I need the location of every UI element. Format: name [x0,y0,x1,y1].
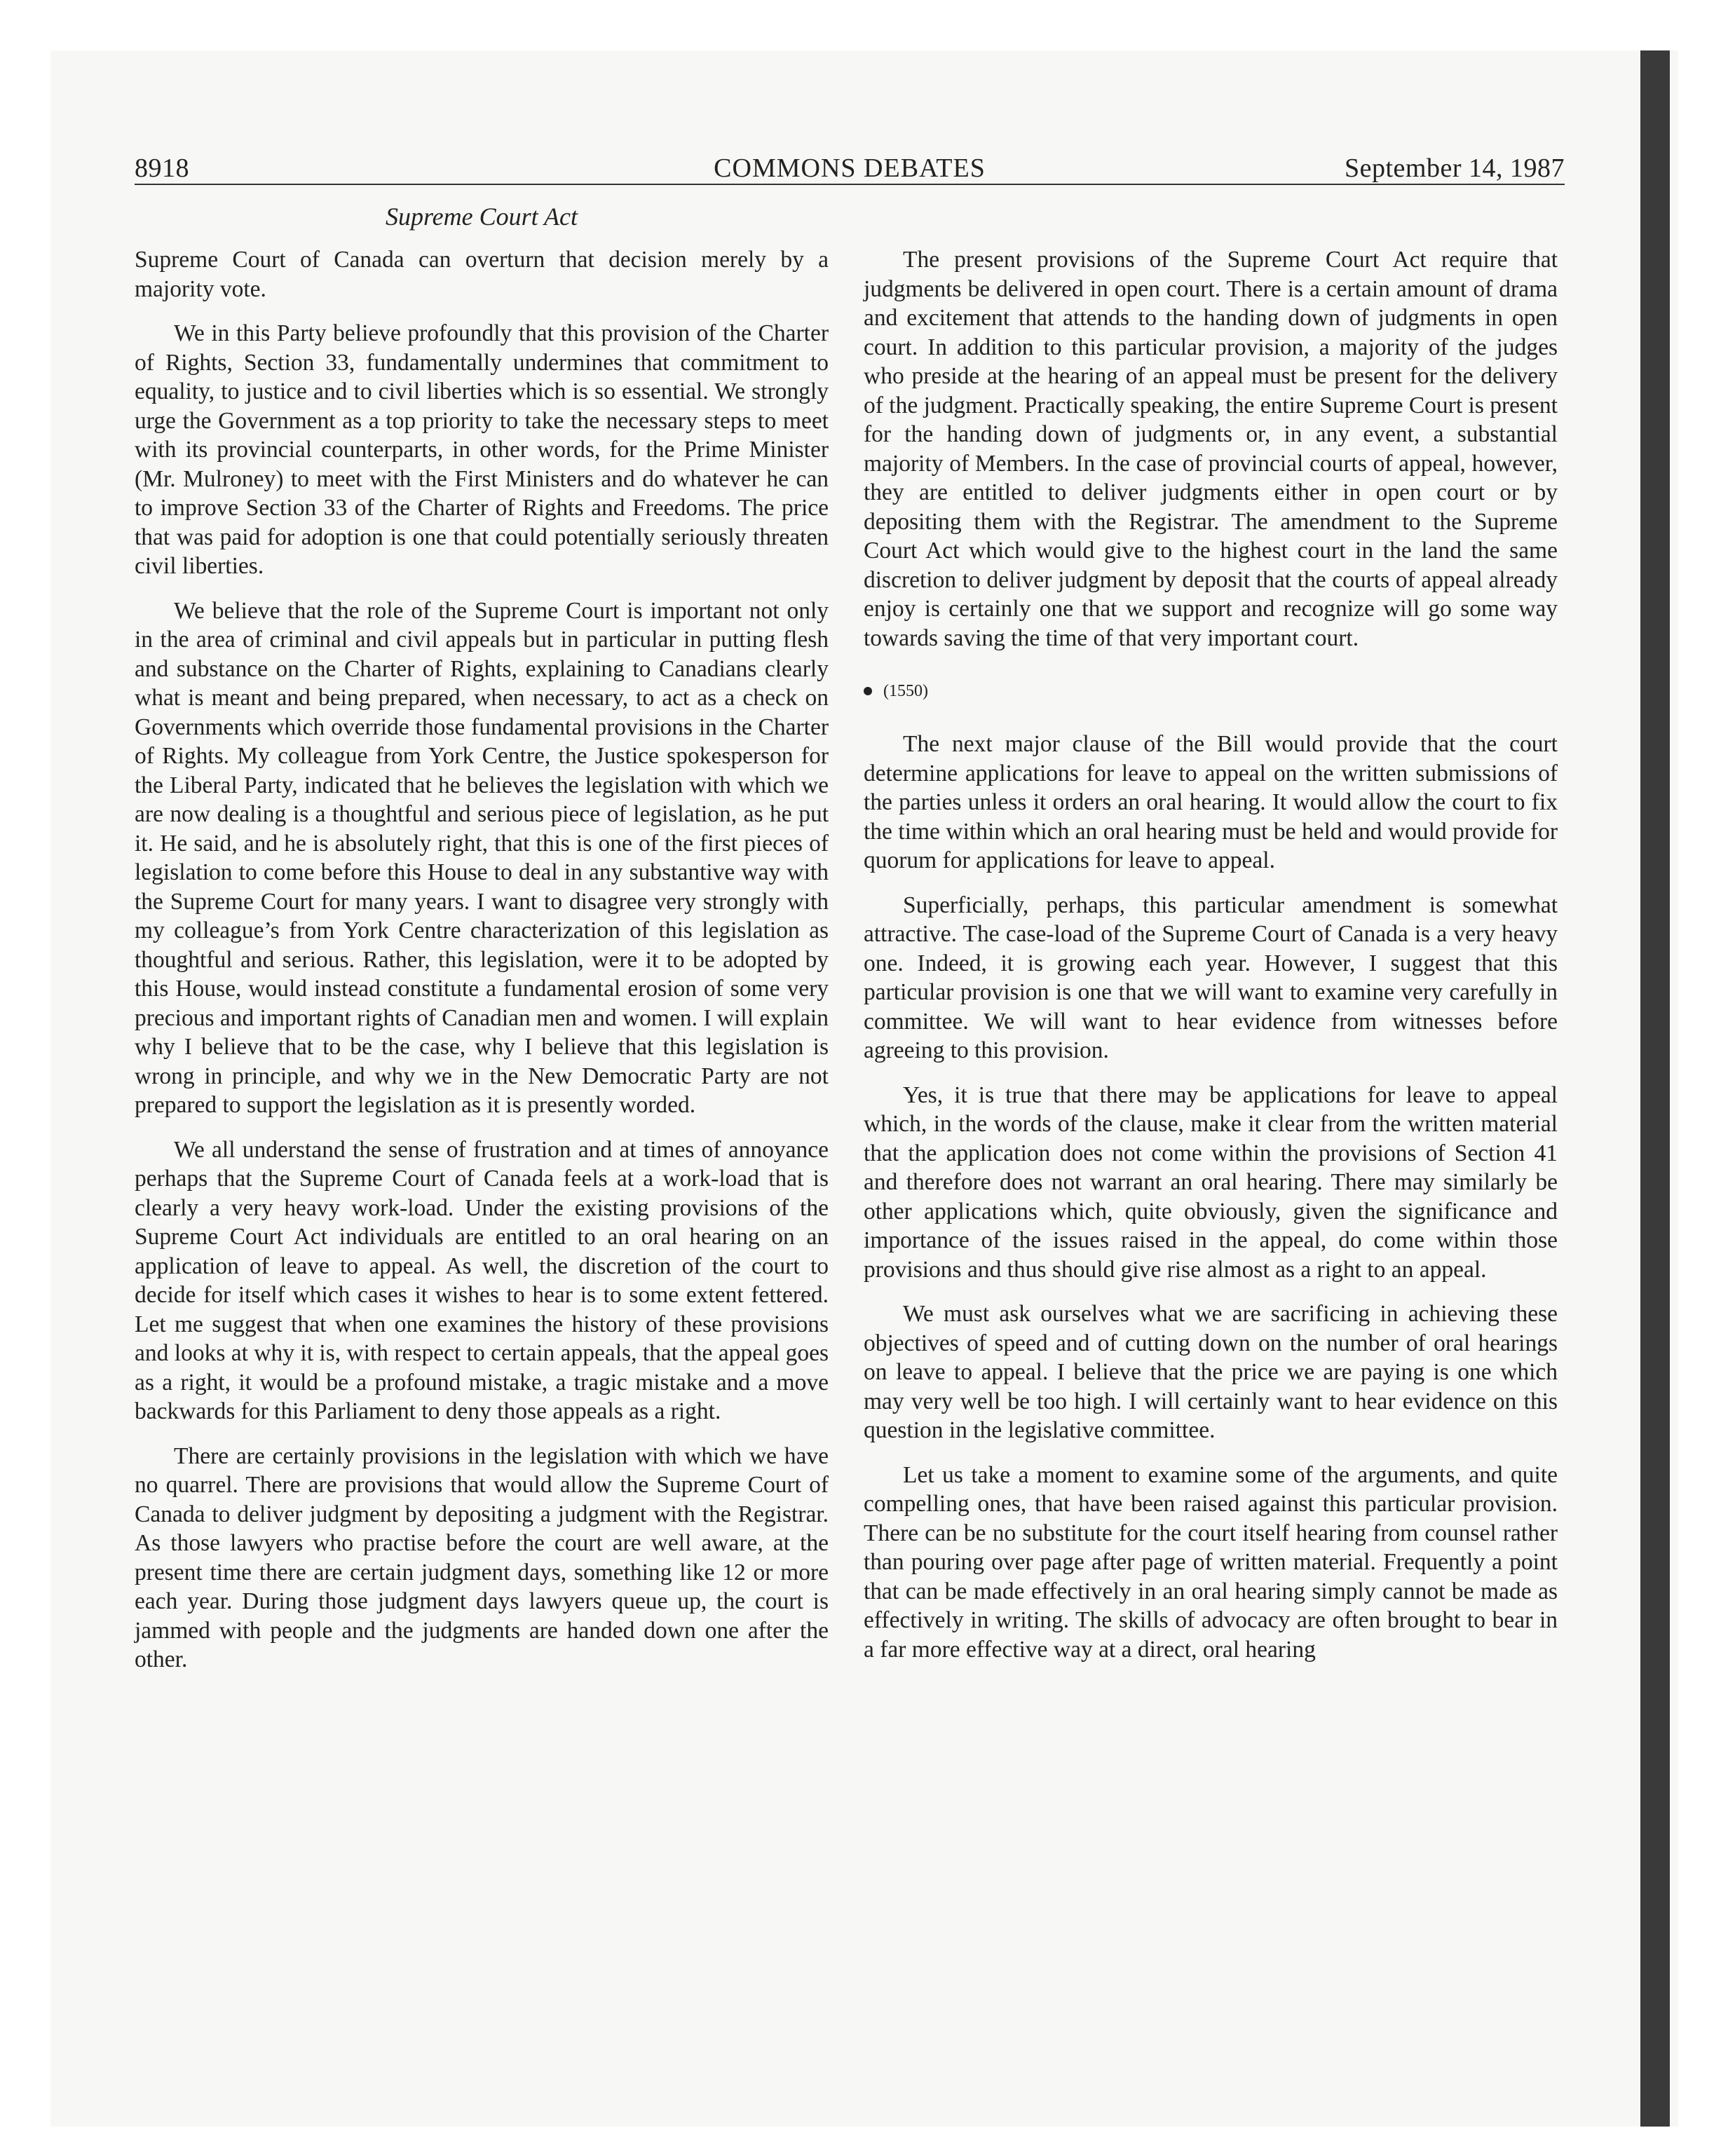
header-rule [135,184,1565,185]
paragraph: Superficially, perhaps, this particular amendment is somewhat attractive. The case-load of the Supreme Court of Canada is a very heavy one. Indeed, it is growing each year. However, I suggest that this particular provision is one that we will want to examine very carefully in committee. We will want to hear evidence from witnesses before agreeing to this provision. [864,892,1558,1063]
paragraph: Let us take a moment to examine some of the arguments, and quite compelling ones, that have been raised against this particular provision. There can be no substitute for the court itself hearing from counsel rather than pouring over page after page of written material. Frequently a point that can be made effectively in an oral hearing simply cannot be made as effectively in writing. The skills of advocacy are often brought to bear in a far more effective way at a direct, oral hearing [864,1461,1558,1663]
section-title: Supreme Court Act [386,203,578,231]
paragraph: We believe that the role of the Supreme Court is important not only in the area of criminal and civil appeals but in particular in putting flesh and substance on the Charter of Rights, explaining to Canadians clearly what is meant and being prepared, when necessary, to act as a check on Governments which override those fundamental provisions in the Charter of Rights. My colleague from York Centre, the Justice spokesperson for the Liberal Party, indicated that he believes the legislation with which we are now dealing is a thoughtful and serious piece of legislation, as he put it. He said, and he is absolutely right, that this is one of the first pieces of legislation to come before this House to deal in any substantive way with the Supreme Court for many years. I want to disagree very strongly with my colleague’s from York Centre characterization of this legislation as thoughtful and serious. Rather, this legislation, were it to be adopted by this House, would instead constitute a fundamental erosion of some very precious and important rights of Canadian men and women. I will explain why I believe that to be the case, why I believe that this legislation is wrong in principle, and why we in the New Democratic Party are not prepared to support the legislation as it is presently worded. [135,597,829,1118]
running-head [135,146,1565,188]
issue-date: September 14, 1987 [1344,153,1565,183]
paragraph: We must ask ourselves what we are sacrificing in achieving these objectives of speed and of cutting down on the number of oral hearings on leave to appeal. I believe that the price we are paying is one which may very well be too high. I will certainly want to hear evidence on this question in the legislative committee. [864,1301,1558,1443]
journal-title: COMMONS DEBATES [714,153,986,183]
binding-shadow [1640,50,1670,2127]
bullet-icon [864,687,872,695]
paragraph: The present provisions of the Supreme Court Act require that judgments be delivered in open court. There is a certain amount of drama and excitement that attends to the handing down of judgments in open court. In addition to this particular provision, a majority of the judges who preside at the hearing of an appeal must be present for the delivery of the judgment. Practically speaking, the entire Supreme Court is present for the handing down of judgments or, in any event, a substantial majority of Members. In the case of provincial courts of appeal, however, they are entitled to deliver judgments either in open court or by depositing them with the Registrar. The amendment to the Supreme Court Act which would give to the highest court in the land the same discretion to deliver judgment by deposit that the courts of appeal already enjoy is certainly one that we support and recognize will go some way towards saving the time of that very important court. [864,247,1558,651]
left-column [135,245,829,1690]
right-column [864,245,1558,1679]
paragraph: There are certainly provisions in the legislation with which we have no quarrel. There are provisions that would allow the Supreme Court of Canada to deliver judgment by depositing a judgment with the Registrar. As those lawyers who practise before the court are well aware, at the present time there are certain judgment days, something like 12 or more each year. During those judgment days lawyers queue up, the court is jammed with people and the judgments are handed down one after the other. [135,1442,829,1672]
paragraph: We all understand the sense of frustration and at times of annoyance perhaps that the Supreme Court of Canada feels at a work-load that is clearly a very heavy work-load. Under the existing provisions of the Supreme Court Act individuals are entitled to an oral hearing on an application of leave to appeal. As well, the discretion of the court to decide for itself which cases it wishes to hear is to some extent fettered. Let me suggest that when one examines the history of these provisions and looks at why it is, with respect to certain appeals, that the appeal goes as a right, it would be a profound mistake, a tragic mistake and a move backwards for this Parliament to deny those appeals as a right. [135,1136,829,1424]
paragraph: The next major clause of the Bill would provide that the court determine applications for leave to appeal on the written submissions of the parties unless it orders an oral hearing. It would allow the court to fix the time within which an oral hearing must be held and would provide for quorum for applications for leave to appeal. [864,731,1558,873]
paragraph: We in this Party believe profoundly that this provision of the Charter of Rights, Section 33, fundamentally undermines that commitment to equality, to justice and to civil liberties which is so essential. We strongly urge the Government as a top priority to take the necessary steps to meet with its provincial counterparts, in other words, for the Prime Minister (Mr. Mulroney) to meet with the First Ministers and do whatever he can to improve Section 33 of the Charter of Rights and Freedoms. The price that was paid for adoption is one that could potentially seriously threaten civil liberties. [135,320,829,579]
paragraph: Supreme Court of Canada can overturn that decision merely by a majority vote. [135,247,829,302]
paragraph: Yes, it is true that there may be applications for leave to appeal which, in the words of the clause, make it clear from the written material that the application does not come within the provisions of Section 41 and therefore does not warrant an oral hearing. There may similarly be other applications which, quite obviously, given the significance and importance of the issues raised in the appeal, do come within those provisions and thus should give rise almost as a right to an appeal. [864,1082,1558,1283]
time-stamp-text: (1550) [883,682,928,700]
page-number: 8918 [135,153,189,183]
time-stamp [864,681,1558,702]
